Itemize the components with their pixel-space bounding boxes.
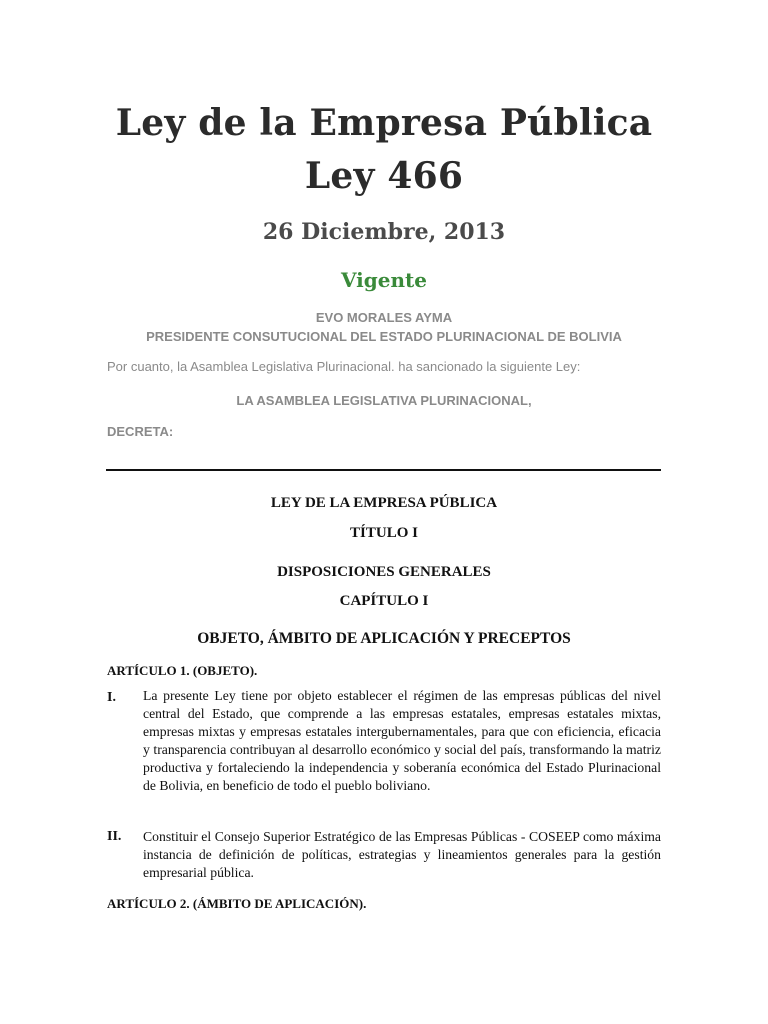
chapter-number: CAPÍTULO I	[339, 593, 429, 609]
law-number: Ley 466	[304, 155, 464, 197]
signatory-name: EVO MORALES AYMA	[315, 310, 453, 325]
paragraph-number: II.	[107, 829, 122, 844]
decreta-label: DECRETA:	[107, 424, 174, 439]
assembly-heading: LA ASAMBLEA LEGISLATIVA PLURINACIONAL,	[236, 393, 532, 408]
paragraph-number: I.	[107, 690, 116, 705]
paragraph-text: Constituir el Consejo Superior Estratégico de las Empresas Públicas - COSEEP como máxima instancia de definición de políticas, estrategias y lineamientos generales para la gestión empresarial pública.	[143, 829, 661, 880]
section-divider	[106, 469, 661, 471]
title-name: DISPOSICIONES GENERALES	[277, 564, 491, 580]
chapter-name: OBJETO, ÁMBITO DE APLICACIÓN Y PRECEPTOS	[197, 630, 571, 647]
law-title: Ley de la Empresa Pública	[115, 102, 653, 144]
law-date: 26 Diciembre, 2013	[262, 219, 506, 245]
law-name-heading: LEY DE LA EMPRESA PÚBLICA	[270, 495, 498, 511]
status-label: Vigente	[341, 268, 427, 292]
paragraph-text: La presente Ley tiene por objeto establecer el régimen de las empresas públicas del nivel central del Estado, que comprende a las empresas estatales, empresas estatales mixtas, empresas mixtas y empresas estatales intergubernamentales, para que con eficiencia, eficacia y transparencia contribuyan al desarrollo económico y social del país, transformando la matriz productiva y fortaleciendo la independencia y soberanía económica del Estado Plurinacional de Bolivia, en beneficio de todo el pueblo boliviano.	[143, 688, 661, 793]
preamble-statement: Por cuanto, la Asamblea Legislativa Plurinacional. ha sancionado la siguiente Ley:	[107, 359, 581, 374]
article-2-heading: ARTÍCULO 2. (ÁMBITO DE APLICACIÓN).	[107, 896, 367, 911]
signatory-title: PRESIDENTE CONSUTUCIONAL DEL ESTADO PLURINACIONAL DE BOLIVIA	[146, 329, 622, 344]
title-number: TÍTULO I	[350, 525, 418, 541]
article-1-heading: ARTÍCULO 1. (OBJETO).	[107, 663, 258, 678]
